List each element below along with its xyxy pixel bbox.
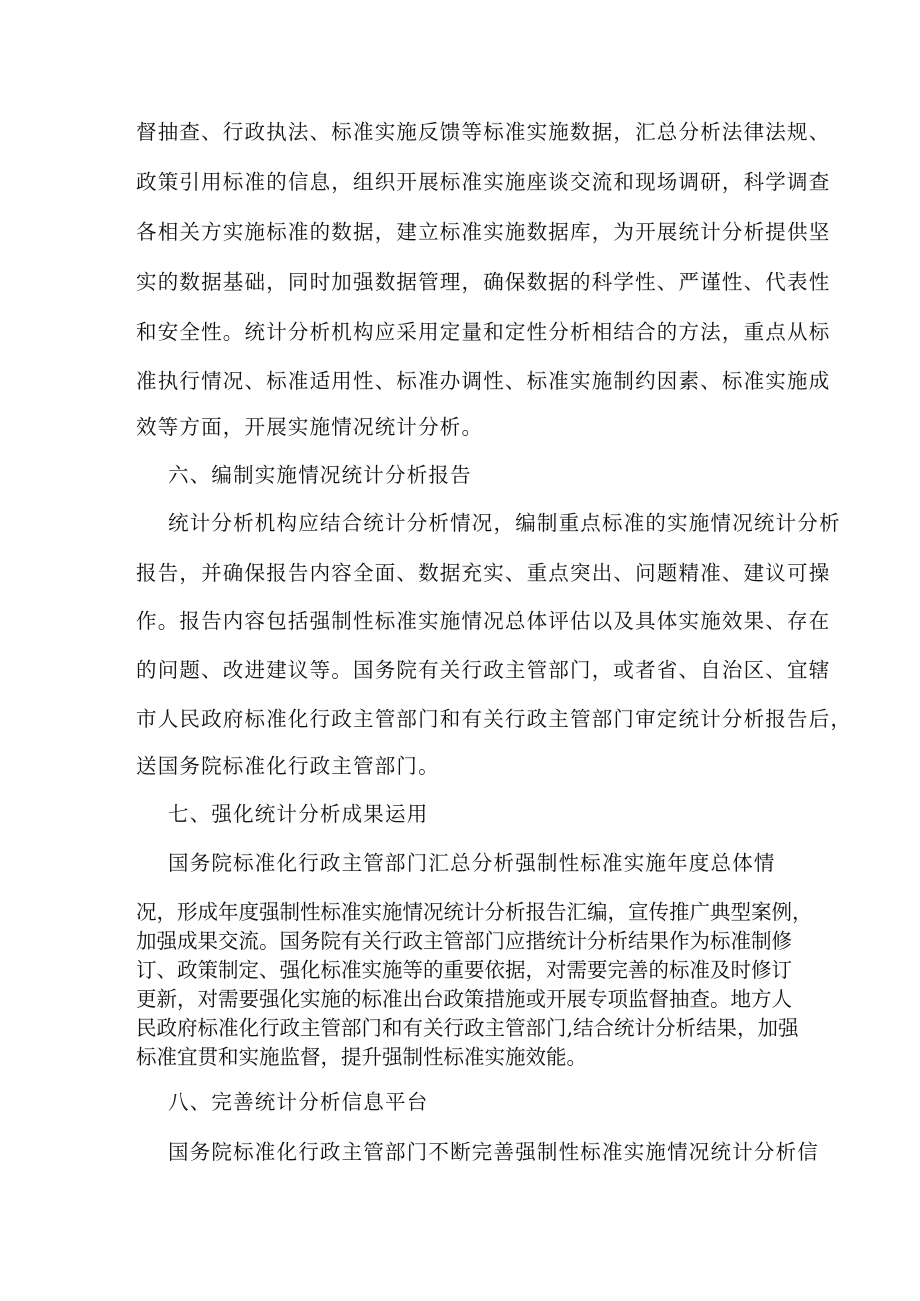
paragraph-line: 民政府标准化行政主管部门和有关行政主管部门,结合统计分析结果，加强 (136, 1016, 799, 1040)
paragraph-line: 更新，对需要强化实施的标准出台政策措施或开展专项监督抽查。地方人 (136, 987, 792, 1011)
paragraph-line: 统计分析机构应结合统计分析情况，编制重点标准的实施情况统计分析 (168, 511, 841, 535)
paragraph-line: 准执行情况、标准适用性、标准办调性、标准实施制约因素、标准实施成 (136, 369, 831, 393)
section-heading-6: 六、编制实施情况统计分析报告 (168, 463, 472, 487)
paragraph-line: 订、政策制定、强化标准实施等的重要依据，对需要完善的标准及时修订 (136, 958, 792, 982)
paragraph-line: 市人民政府标准化行政主管部门和有关行政主管部门审定统计分析报告后， (136, 707, 853, 731)
paragraph-line: 报告，并确保报告内容全面、数据充实、重点突出、问题精准、建议可操 (136, 561, 831, 585)
paragraph-line: 国务院标准化行政主管部门不断完善强制性标准实施情况统计分析信 (168, 1140, 819, 1164)
paragraph-line: 政策引用标准的信息，组织开展标准实施座谈交流和现场调研，科学调查 (136, 170, 831, 194)
paragraph-line: 况，形成年度强制性标准实施情况统计分析报告汇编，宣传推广典型案例， (136, 900, 813, 924)
paragraph-line: 实的数据基础，同时加强数据管理，确保数据的科学性、严谨性、代表性 (136, 270, 831, 294)
paragraph-line: 效等方面，开展实施情况统计分析。 (136, 415, 484, 439)
paragraph-line: 加强成果交流。国务院有关行政主管部门应揩统计分析结果作为标准制修 (136, 929, 792, 953)
section-heading-7: 七、强化统计分析成果运用 (168, 802, 429, 826)
paragraph-line: 和安全性。统计分析机构应采用定量和定性分析相结合的方法，重点从标 (136, 320, 831, 344)
paragraph-line: 国务院标准化行政主管部门汇总分析强制性标准实施年度总体情 (168, 851, 776, 875)
section-heading-8: 八、完善统计分析信息平台 (168, 1090, 429, 1114)
paragraph-line: 送国务院标准化行政主管部门。 (136, 754, 440, 778)
paragraph-line: 标准宜贯和实施监督，提升强制性标准实施效能。 (136, 1045, 587, 1069)
paragraph-line: 各相关方实施标准的数据，建立标准实施数据库，为开展统计分析提供坚 (136, 220, 831, 244)
paragraph-line: 作。报告内容包括强制性标准实施情况总体评估以及具体实施效果、存在 (136, 609, 831, 633)
paragraph-line: 的问题、改进建议等。国务院有关行政主管部门，或者省、自治区、宜辖 (136, 658, 831, 682)
paragraph-line: 督抽查、行政执法、标准实施反馈等标准实施数据，汇总分析法律法规、 (136, 120, 831, 144)
